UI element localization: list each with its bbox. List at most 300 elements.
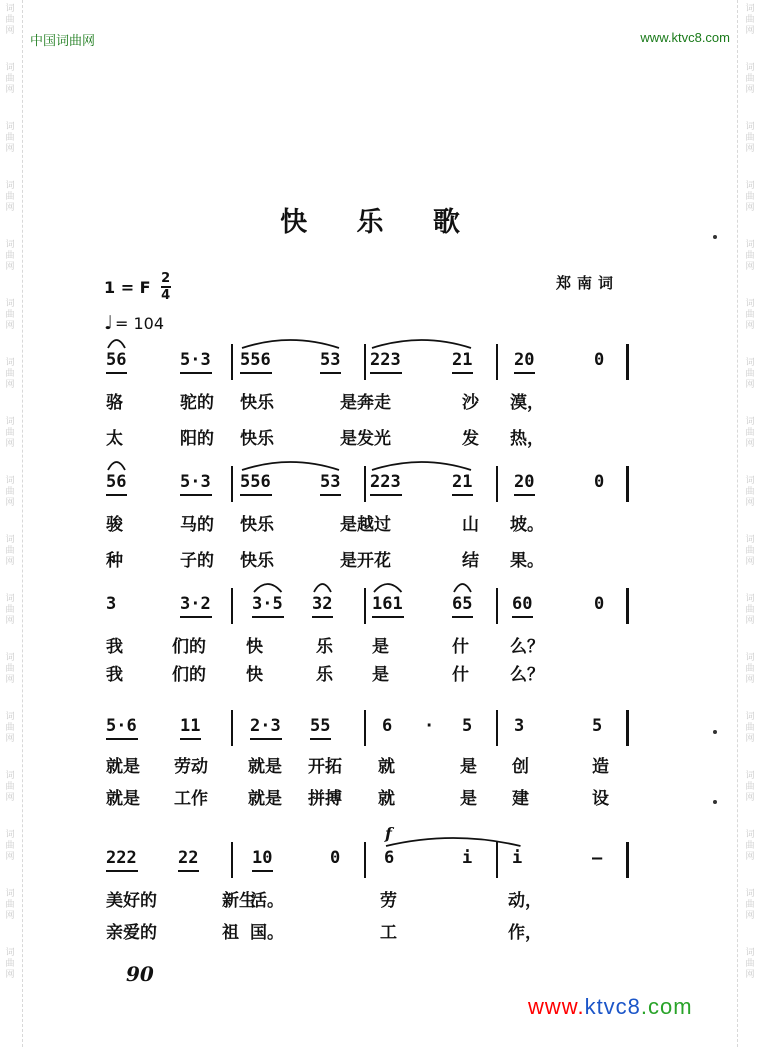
side-watermark-char: 词 [5,476,15,486]
side-watermark-char: 网 [5,262,15,272]
lyric-word: 祖 [222,923,239,943]
side-watermark-char: 网 [5,734,15,744]
lyric-word: 山 [462,515,479,535]
tempo-value: = 104 [114,314,164,333]
lyric-word: 我 [106,637,123,657]
lyric-word: 美好的 [106,891,157,911]
note-group: 22 [178,848,199,868]
side-watermark-group [5,476,14,509]
note-group: 556 [240,350,271,370]
quarter-note-icon: ♩ [104,312,113,334]
note-group: 10 [252,848,273,868]
lyric-word: 亲爱的 [106,923,157,943]
lyric-word: 坡。 [510,515,544,535]
side-watermark-char: 词 [5,712,15,722]
note-group: · [424,716,435,736]
note-group: 223 [370,350,401,370]
side-watermark-char: 词 [5,417,15,427]
lyric-word: 就是 [248,789,282,809]
side-watermark-group [5,122,14,155]
side-watermark-char: 词 [745,181,755,191]
lyric-word: 是 [460,789,477,809]
lyric-word: 快乐 [240,393,274,413]
lyric-word: 们的 [172,637,206,657]
side-watermark-char: 曲 [5,546,15,556]
side-watermark-char: 曲 [5,664,15,674]
note-group: 2·3 [250,716,281,736]
lyric-word: 是 [372,637,389,657]
side-watermark-char: 曲 [745,664,755,674]
speck [713,235,717,239]
note-group: 3 [514,716,525,736]
note-group: 20 [514,472,535,492]
site-name[interactable]: 中国词曲网 [30,34,96,49]
side-watermark-char: 网 [5,26,15,36]
system-end-barline [626,842,629,878]
lyric-word: 国。 [250,923,284,943]
side-watermark-char: 词 [5,948,15,958]
eighth-underline [452,616,473,618]
key-label: 1 = F [104,277,151,297]
right-margin-line [737,0,738,1047]
lyric-word: 建 [512,789,529,809]
side-watermark-char: 词 [5,240,15,250]
eighth-underline [180,616,212,618]
slur [372,340,471,348]
side-watermark-left [2,0,18,1047]
lyric-word: 骏 [106,515,123,535]
side-watermark-char: 曲 [745,546,755,556]
lyric-word: 么？ [510,665,544,685]
side-watermark-char: 曲 [745,428,755,438]
note-group: 0 [594,472,605,492]
side-watermark-group [745,830,754,863]
eighth-underline [250,738,282,740]
side-watermark-char: 曲 [5,782,15,792]
side-watermark-char: 曲 [5,15,15,25]
lyric-word: 太 [106,429,123,449]
slur [108,340,125,348]
side-watermark-char: 曲 [5,841,15,851]
side-watermark-char: 词 [745,771,755,781]
slur [314,584,331,592]
side-watermark-char: 曲 [745,369,755,379]
note-group: 5·3 [180,472,211,492]
side-watermark-char: 网 [5,793,15,803]
system-end-barline [626,344,629,380]
eighth-underline [514,372,535,374]
eighth-underline [252,616,284,618]
lyric-word: 阳的 [180,429,214,449]
side-watermark-char: 曲 [5,133,15,143]
note-group: 53 [320,350,341,370]
side-watermark-group [5,712,14,745]
side-watermark-group [745,63,754,96]
note-group: 21 [452,472,473,492]
side-watermark-char: 词 [5,4,15,14]
side-watermark-char: 网 [5,852,15,862]
side-watermark-group [5,948,14,981]
eighth-underline [252,870,273,872]
barline [231,588,233,624]
side-watermark-right [742,0,758,1047]
lyric-word: 作， [508,923,542,943]
lyric-word: 设 [592,789,609,809]
side-watermark-char: 网 [5,616,15,626]
note-group: 223 [370,472,401,492]
barline [231,344,233,380]
note-group: 0 [594,594,605,614]
side-watermark-char: 网 [745,203,755,213]
slur [242,340,339,348]
side-watermark-char: 网 [5,380,15,390]
side-watermark-char: 词 [5,358,15,368]
side-watermark-group [745,535,754,568]
lyric-word: 是开花 [340,551,391,571]
eighth-underline [320,372,341,374]
key-signature [104,272,171,302]
note-group: i [462,848,473,868]
side-watermark-char: 词 [745,948,755,958]
barline [364,710,366,746]
side-watermark-group [5,594,14,627]
note-group: 60 [512,594,533,614]
note-group: 20 [514,350,535,370]
note-group: i [512,848,523,868]
lyric-word: 种 [106,551,123,571]
lyric-word: 是 [372,665,389,685]
side-watermark-group [5,299,14,332]
side-watermark-char: 词 [745,594,755,604]
eighth-underline [180,494,212,496]
slur [108,462,125,470]
side-watermark-char: 曲 [745,900,755,910]
side-watermark-char: 曲 [745,487,755,497]
eighth-underline [180,738,201,740]
side-watermark-group [745,889,754,922]
side-watermark-group [5,417,14,450]
side-watermark-char: 词 [745,63,755,73]
note-group: 161 [372,594,403,614]
lyric-word: 果。 [510,551,544,571]
slur [254,584,282,592]
side-watermark-char: 曲 [745,841,755,851]
lyric-word: 是 [460,757,477,777]
side-watermark-char: 曲 [745,192,755,202]
lyric-word: 我 [106,665,123,685]
slur [372,462,471,470]
lyric-word: 开拓 [308,757,342,777]
side-watermark-char: 词 [745,417,755,427]
note-group: 3·2 [180,594,211,614]
footer-watermark-domain: ktvc8 [584,994,641,1019]
side-watermark-char: 曲 [5,723,15,733]
side-watermark-char: 网 [745,498,755,508]
side-watermark-char: 词 [5,771,15,781]
lyric-word: 工 [380,923,397,943]
note-group: 222 [106,848,137,868]
side-watermark-group [745,771,754,804]
lyric-word: 乐 [316,637,333,657]
side-watermark-group [5,358,14,391]
side-watermark-char: 词 [5,181,15,191]
barline [364,466,366,502]
lyric-word: 发 [462,429,479,449]
side-watermark-char: 词 [5,594,15,604]
dynamic-marking: f [385,824,392,843]
lyric-word: 快 [246,665,263,685]
barline [496,842,498,878]
note-group: 55 [310,716,331,736]
lyric-word: 动， [508,891,542,911]
slur [374,584,402,592]
eighth-underline [240,372,272,374]
note-group: 21 [452,350,473,370]
lyric-word: 结 [462,551,479,571]
side-watermark-char: 网 [745,970,755,980]
side-watermark-char: 词 [5,535,15,545]
note-group: 556 [240,472,271,492]
eighth-underline [106,494,127,496]
lyric-word: 什 [452,637,469,657]
note-group: 5·3 [180,350,211,370]
side-watermark-group [5,653,14,686]
side-watermark-char: 曲 [745,782,755,792]
eighth-underline [106,738,138,740]
time-signature-bottom: 4 [161,288,171,303]
footer-watermark[interactable] [528,994,693,1020]
eighth-underline [452,372,473,374]
barline [231,710,233,746]
side-watermark-char: 网 [745,85,755,95]
side-watermark-char: 网 [745,26,755,36]
lyric-word: 劳动 [174,757,208,777]
lyric-word: 快 [246,637,263,657]
lyric-word: 快乐 [240,429,274,449]
system-end-barline [626,466,629,502]
slur [454,584,471,592]
lyric-word: 漠， [510,393,544,413]
side-watermark-char: 词 [745,830,755,840]
side-watermark-char: 词 [5,122,15,132]
left-margin-line [22,0,23,1047]
side-watermark-char: 网 [745,380,755,390]
side-watermark-char: 网 [5,85,15,95]
side-watermark-char: 词 [745,535,755,545]
side-watermark-char: 词 [745,653,755,663]
note-group: 11 [180,716,201,736]
barline [231,466,233,502]
side-watermark-char: 词 [5,653,15,663]
lyric-word: 是发光 [340,429,391,449]
side-watermark-char: 网 [745,557,755,567]
note-group: 6 [384,848,395,868]
side-watermark-char: 网 [745,734,755,744]
side-watermark-group [745,358,754,391]
speck [713,800,717,804]
note-group: 5 [592,716,603,736]
speck [713,730,717,734]
side-watermark-char: 曲 [5,192,15,202]
lyric-word: 就是 [106,789,140,809]
side-watermark-char: 曲 [5,74,15,84]
side-watermark-char: 词 [745,712,755,722]
eighth-underline [320,494,341,496]
side-watermark-char: 曲 [5,487,15,497]
side-watermark-char: 曲 [745,133,755,143]
footer-watermark-www: www. [528,994,585,1019]
lyric-word: 工作 [174,789,208,809]
site-url[interactable]: www.ktvc8.com [640,30,730,45]
side-watermark-char: 网 [745,852,755,862]
eighth-underline [512,616,533,618]
lyric-word: 创 [512,757,529,777]
side-watermark-char: 词 [5,63,15,73]
note-group: 32 [312,594,333,614]
barline [496,344,498,380]
note-group: 5·6 [106,716,137,736]
side-watermark-group [745,948,754,981]
barline [231,842,233,878]
eighth-underline [452,494,473,496]
note-group: 3·5 [252,594,283,614]
side-watermark-group [745,712,754,745]
side-watermark-char: 词 [745,299,755,309]
side-watermark-char: 网 [745,321,755,331]
side-watermark-char: 曲 [745,310,755,320]
note-group: 6 [382,716,393,736]
side-watermark-char: 网 [745,793,755,803]
side-watermark-group [745,122,754,155]
side-watermark-char: 网 [745,439,755,449]
side-watermark-char: 曲 [745,959,755,969]
side-watermark-char: 曲 [745,74,755,84]
side-watermark-char: 词 [5,889,15,899]
lyric-word: 子的 [180,551,214,571]
side-watermark-group [5,771,14,804]
lyric-word: 就是 [248,757,282,777]
side-watermark-char: 网 [5,321,15,331]
lyric-word: 骆 [106,393,123,413]
lyric-word: 是奔走 [340,393,391,413]
side-watermark-char: 网 [5,911,15,921]
note-group: 65 [452,594,473,614]
lyric-word: 驼的 [180,393,214,413]
slur [386,838,521,846]
side-watermark-group [745,417,754,450]
side-watermark-char: 曲 [745,723,755,733]
note-group: 3 [106,594,117,614]
side-watermark-group [5,889,14,922]
lyric-word: 就 [378,789,395,809]
note-group: 0 [330,848,341,868]
side-watermark-char: 网 [5,557,15,567]
side-watermark-group [745,4,754,37]
side-watermark-group [5,63,14,96]
eighth-underline [370,372,402,374]
lyric-word: 快乐 [240,515,274,535]
side-watermark-char: 曲 [5,428,15,438]
note-group: 53 [320,472,341,492]
side-watermark-char: 网 [5,144,15,154]
side-watermark-char: 曲 [5,605,15,615]
side-watermark-char: 网 [5,675,15,685]
slur [242,462,339,470]
barline [496,710,498,746]
side-watermark-char: 网 [745,616,755,626]
lyric-word: 就是 [106,757,140,777]
note-group: 56 [106,350,127,370]
time-signature [161,272,171,302]
side-watermark-char: 词 [745,122,755,132]
tempo-marking [104,312,164,334]
side-watermark-char: 网 [745,144,755,154]
side-watermark-group [5,4,14,37]
eighth-underline [370,494,402,496]
eighth-underline [372,616,404,618]
lyric-word: 是越过 [340,515,391,535]
song-title: 快 乐 歌 [280,207,480,238]
side-watermark-char: 曲 [5,310,15,320]
footer-watermark-tld: .com [640,994,693,1019]
lyric-word: 马的 [180,515,214,535]
lyric-word: 么？ [510,637,544,657]
barline [496,466,498,502]
side-watermark-char: 曲 [5,959,15,969]
side-watermark-group [745,653,754,686]
side-watermark-char: 曲 [745,15,755,25]
eighth-underline [240,494,272,496]
note-group: — [592,848,603,868]
system-end-barline [626,588,629,624]
eighth-underline [312,616,333,618]
side-watermark-group [745,594,754,627]
lyric-word: 沙 [462,393,479,413]
barline [364,344,366,380]
side-watermark-char: 网 [745,675,755,685]
side-watermark-char: 曲 [745,605,755,615]
side-watermark-char: 词 [5,830,15,840]
eighth-underline [514,494,535,496]
eighth-underline [178,870,199,872]
side-watermark-char: 曲 [745,251,755,261]
lyric-word: 活。 [250,891,284,911]
side-watermark-group [5,830,14,863]
side-watermark-group [745,299,754,332]
side-watermark-char: 曲 [5,251,15,261]
side-watermark-char: 词 [745,476,755,486]
side-watermark-group [745,476,754,509]
side-watermark-group [745,240,754,273]
side-watermark-char: 网 [5,970,15,980]
lyricist: 郑南词 [556,274,620,292]
side-watermark-char: 网 [5,498,15,508]
lyric-word: 就 [378,757,395,777]
side-watermark-char: 网 [5,203,15,213]
lyric-word: 造 [592,757,609,777]
lyric-word: 快乐 [240,551,274,571]
eighth-underline [106,870,138,872]
side-watermark-char: 词 [745,240,755,250]
lyric-word: 乐 [316,665,333,685]
page-number: 90 [126,962,154,986]
side-watermark-group [5,535,14,568]
lyric-word: 新生 [222,891,256,911]
lyric-word: 劳 [380,891,397,911]
barline [364,588,366,624]
side-watermark-char: 词 [745,4,755,14]
side-watermark-char: 网 [745,911,755,921]
